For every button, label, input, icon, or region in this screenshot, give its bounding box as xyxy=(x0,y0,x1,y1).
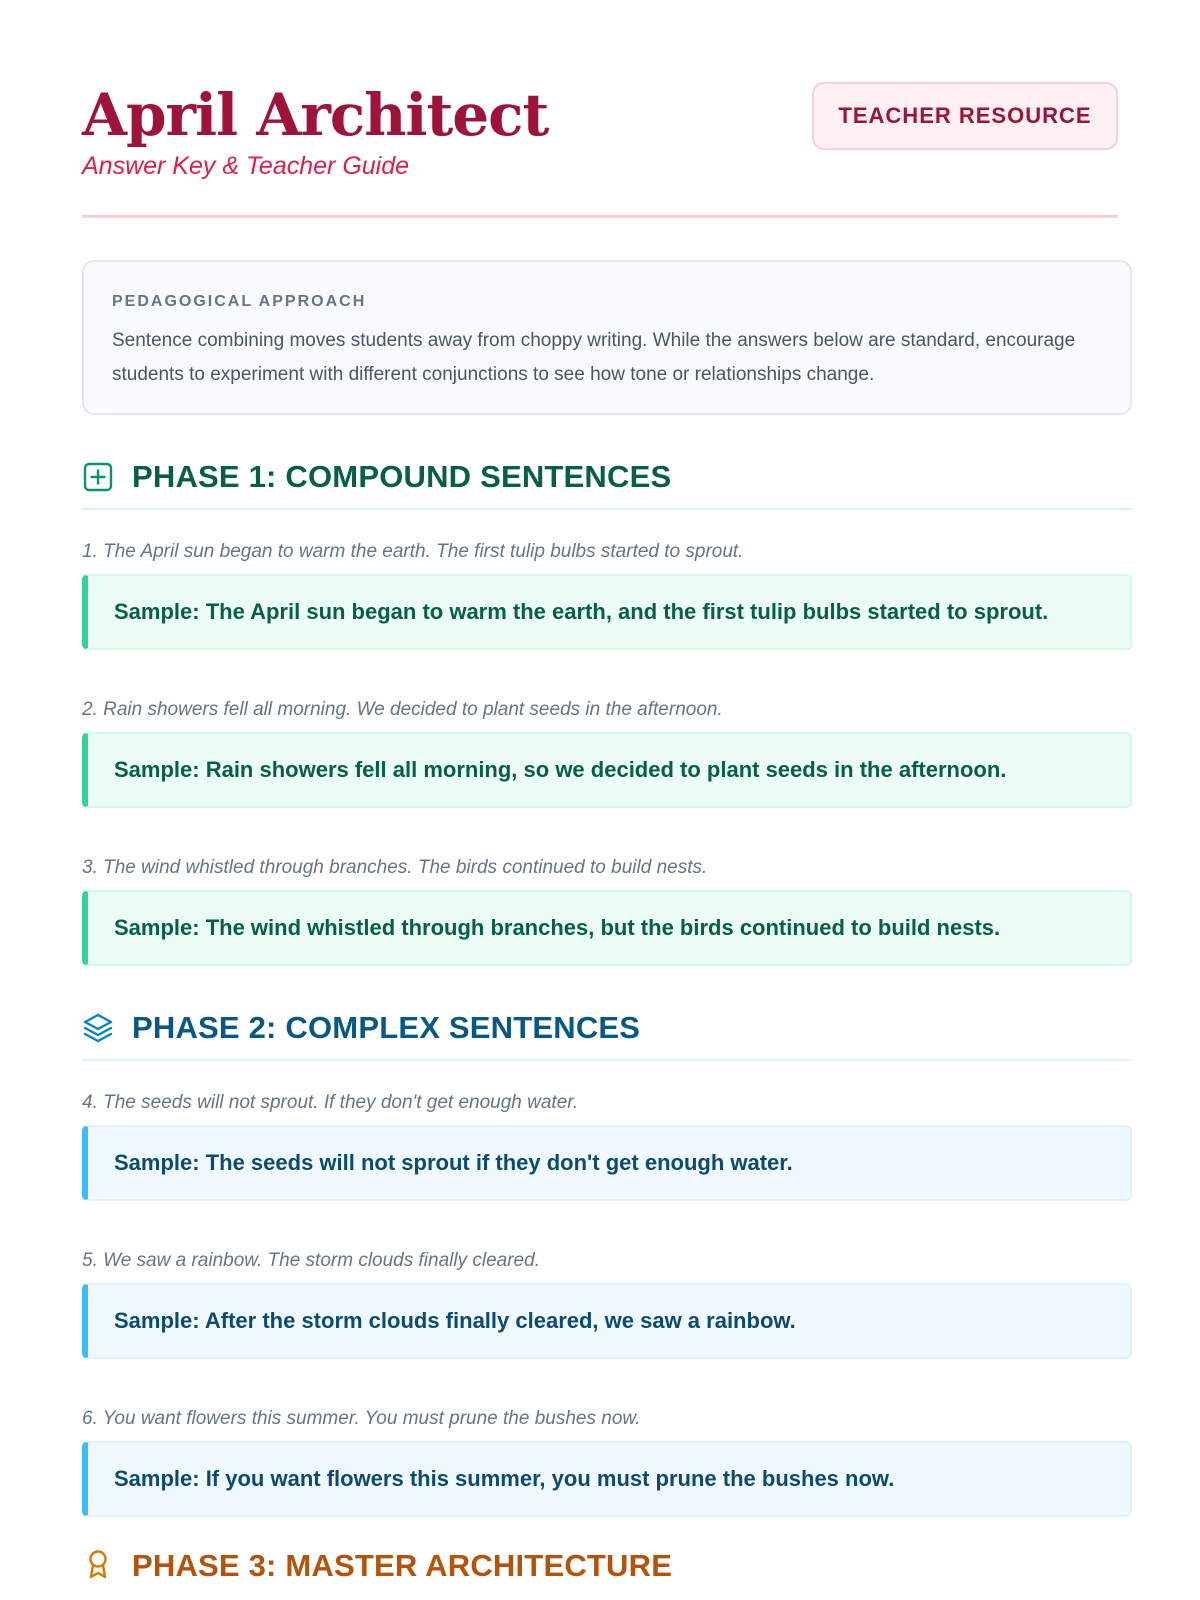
sample-answer: Sample: The April sun began to warm the earth, and the first tulip bulbs started to sprout. xyxy=(82,574,1132,650)
sample-answer: Sample: The seeds will not sprout if they don't get enough water. xyxy=(82,1125,1132,1201)
exercise-prompt: 1. The April sun began to warm the earth. The first tulip bulbs started to sprout. xyxy=(82,541,744,562)
exercise-prompt: 6. You want flowers this summer. You must prune the bushes now. xyxy=(82,1408,641,1429)
page-title: April Architect xyxy=(82,81,549,149)
layers-icon xyxy=(82,1012,114,1044)
phase-1-section xyxy=(82,446,1132,966)
sample-answer: Sample: The wind whistled through branches, but the birds continued to build nests. xyxy=(82,890,1132,966)
plus-square-icon xyxy=(82,461,114,493)
sample-answer: Sample: Rain showers fell all morning, so we decided to plant seeds in the afternoon. xyxy=(82,732,1132,808)
list-item xyxy=(82,1407,1132,1517)
award-icon xyxy=(82,1548,114,1580)
phase-1-header xyxy=(82,446,1132,510)
exercise-prompt: 2. Rain showers fell all morning. We decided to plant seeds in the afternoon. xyxy=(82,699,723,720)
sample-answer: Sample: After the storm clouds finally cleared, we saw a rainbow. xyxy=(82,1283,1132,1359)
phase-2-title: PHASE 2: COMPLEX SENTENCES xyxy=(132,1010,641,1045)
exercise-prompt: 3. The wind whistled through branches. The birds continued to build nests. xyxy=(82,857,708,878)
note-heading: PEDAGOGICAL APPROACH xyxy=(112,293,367,310)
list-item xyxy=(82,698,1132,808)
teacher-resource-badge: TEACHER RESOURCE xyxy=(812,82,1118,150)
list-item xyxy=(82,540,1132,650)
phase-3-section xyxy=(82,1548,1132,1594)
list-item xyxy=(82,1249,1132,1359)
exercise-prompt: 4. The seeds will not sprout. If they don't get enough water. xyxy=(82,1092,579,1113)
note-body: Sentence combining moves students away from choppy writing. While the answers below are standard, encourage students to experiment with different conjunctions to see how tone or relationships change. xyxy=(112,330,1076,385)
list-item xyxy=(82,1091,1132,1201)
sample-answer: Sample: If you want flowers this summer, you must prune the bushes now. xyxy=(82,1441,1132,1517)
phase-3-title: PHASE 3: MASTER ARCHITECTURE xyxy=(132,1548,673,1583)
phase-1-title: PHASE 1: COMPOUND SENTENCES xyxy=(132,459,672,494)
list-item xyxy=(82,856,1132,966)
phase-2-section xyxy=(82,997,1132,1517)
pedagogical-note xyxy=(82,260,1132,415)
exercise-prompt: 5. We saw a rainbow. The storm clouds finally cleared. xyxy=(82,1250,540,1271)
phase-3-header xyxy=(82,1548,1132,1594)
page-header xyxy=(82,0,1118,218)
phase-2-header xyxy=(82,997,1132,1061)
page-subtitle: Answer Key & Teacher Guide xyxy=(82,152,410,180)
